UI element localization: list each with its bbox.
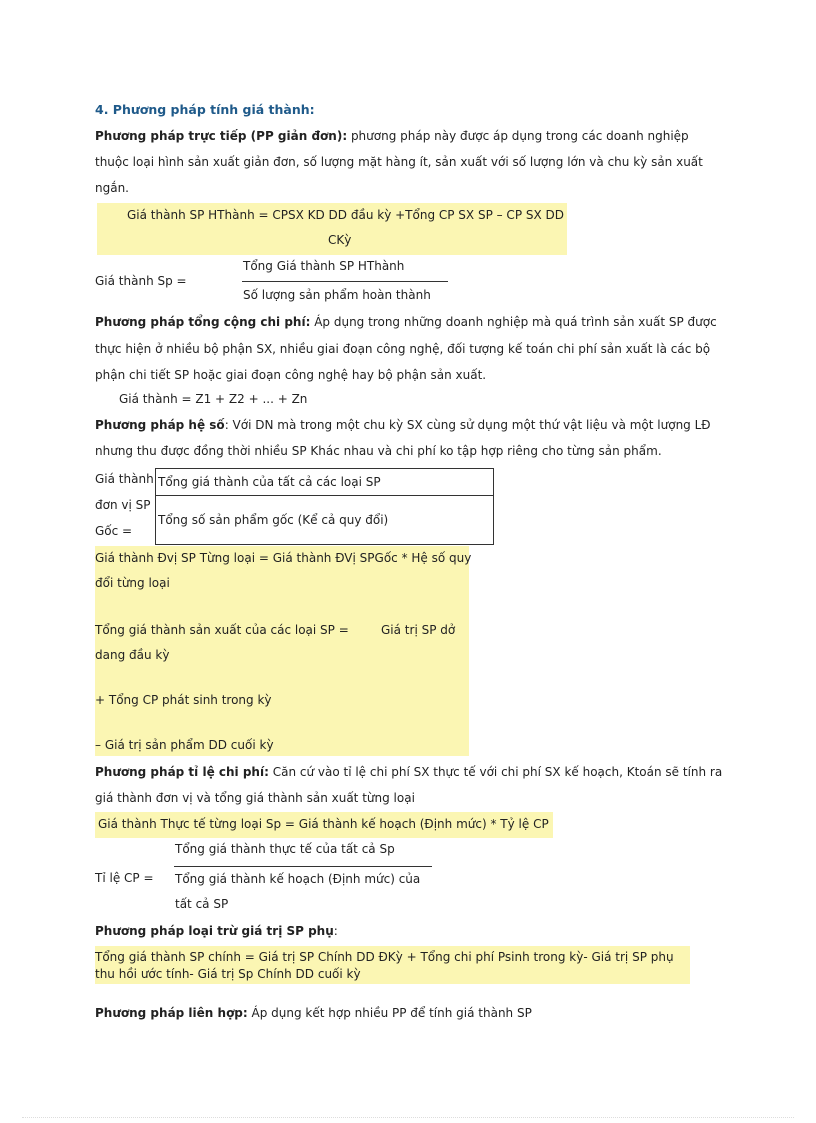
paragraph-direct-line2: thuộc loại hình sản xuất giản đơn, số lượng mặt hàng ít, sản xuất với số lượng lớn và chu kỳ sản xuất bbox=[95, 155, 703, 169]
paragraph-coef-line2: nhưng thu được đồng thời nhiều SP Khác nhau và chi phí ko tập hợp riêng cho từng sản phẩm. bbox=[95, 444, 662, 458]
coef-hl-line4: dang đầu kỳ bbox=[95, 648, 170, 662]
heading-direct: Phương pháp trực tiếp (PP giản đơn): bbox=[95, 129, 348, 143]
coef-label-2: đơn vị SP bbox=[95, 498, 151, 512]
coef-denominator: Tổng số sản phẩm gốc (Kể cả quy đổi) bbox=[156, 496, 494, 545]
coef-hl-line6: – Giá trị sản phẩm DD cuối kỳ bbox=[95, 738, 274, 752]
ratio-denominator-2: tất cả SP bbox=[175, 897, 229, 911]
coef-hl-line5: + Tổng CP phát sinh trong kỳ bbox=[95, 693, 272, 707]
unit-cost-denominator: Số lượng sản phẩm hoàn thành bbox=[243, 288, 431, 302]
coef-numerator: Tổng giá thành của tất cả các loại SP bbox=[156, 469, 494, 496]
paragraph-ratio-line2: giá thành đơn vị và tổng giá thành sản xuất từng loại bbox=[95, 791, 415, 805]
paragraph-direct-line3: ngắn. bbox=[95, 181, 129, 195]
coef-hl-line1: Giá thành Đvị SP Từng loại = Giá thành ĐVị SPGốc * Hệ số quy bbox=[95, 551, 472, 565]
paragraph-byproduct-heading bbox=[95, 922, 338, 940]
paragraph-direct-line1 bbox=[95, 127, 689, 145]
heading-sum: Phương pháp tổng cộng chi phí: bbox=[95, 315, 311, 329]
unit-cost-label: Giá thành Sp = bbox=[95, 274, 187, 288]
coef-fraction-table bbox=[155, 468, 494, 545]
heading-joint: Phương pháp liên hợp: bbox=[95, 1006, 248, 1020]
heading-byproduct: Phương pháp loại trừ giá trị SP phụ bbox=[95, 924, 334, 938]
direct-formula-line1: Giá thành SP HThành = CPSX KD DD đầu kỳ +Tổng CP SX SP – CP SX DD bbox=[127, 208, 564, 222]
coef-hl-line2: đổi từng loại bbox=[95, 576, 170, 590]
unit-cost-numerator: Tổng Giá thành SP HThành bbox=[243, 259, 405, 273]
sum-formula: Giá thành = Z1 + Z2 + ... + Zn bbox=[119, 392, 308, 406]
direct-formula-line2: CKỳ bbox=[328, 233, 352, 247]
text-sum-1: Áp dụng trong những doanh nghiệp mà quá trình sản xuất SP được bbox=[310, 315, 717, 329]
text-coef-1: : Với DN mà trong một chu kỳ SX cùng sử dụng một thứ vật liệu và một lượng LĐ bbox=[224, 418, 711, 432]
ratio-fraction-line bbox=[174, 866, 432, 867]
byproduct-colon: : bbox=[333, 924, 338, 938]
coef-label-3: Gốc = bbox=[95, 524, 133, 538]
paragraph-sum-line2: thực hiện ở nhiều bộ phận SX, nhiều giai đoạn công nghệ, đối tượng kế toán chi phí sản xuất là các bộ bbox=[95, 342, 711, 356]
paragraph-coef-line1 bbox=[95, 416, 711, 434]
byproduct-formula-1: Tổng giá thành SP chính = Giá trị SP Chính DD ĐKỳ + Tổng chi phí Psinh trong kỳ- Giá trị SP phụ bbox=[95, 950, 674, 964]
coef-hl-line3b: Giá trị SP dở bbox=[381, 623, 456, 637]
paragraph-joint bbox=[95, 1004, 532, 1022]
ratio-label: Tỉ lệ CP = bbox=[95, 871, 154, 885]
paragraph-ratio-line1 bbox=[95, 763, 722, 781]
fraction-line bbox=[242, 281, 448, 282]
ratio-formula: Giá thành Thực tế từng loại Sp = Giá thành kế hoạch (Định mức) * Tỷ lệ CP bbox=[98, 817, 549, 831]
ratio-denominator-1: Tổng giá thành kế hoạch (Định mức) của bbox=[175, 872, 421, 886]
heading-coef: Phương pháp hệ số bbox=[95, 418, 225, 432]
text-ratio-1: Căn cứ vào tỉ lệ chi phí SX thực tế với chi phí SX kế hoạch, Ktoán sẽ tính ra bbox=[268, 765, 723, 779]
byproduct-formula-2: thu hồi ước tính- Giá trị Sp Chính DD cuối kỳ bbox=[95, 967, 361, 981]
text-joint-1: Áp dụng kết hợp nhiều PP để tính giá thành SP bbox=[247, 1006, 532, 1020]
section-title: 4. Phương pháp tính giá thành: bbox=[95, 102, 315, 117]
paragraph-sum-line3: phận chi tiết SP hoặc giai đoạn công nghệ hay bộ phận sản xuất. bbox=[95, 368, 487, 382]
coef-label-1: Giá thành bbox=[95, 472, 154, 486]
heading-ratio: Phương pháp tỉ lệ chi phí: bbox=[95, 765, 269, 779]
page-bottom-divider bbox=[22, 1117, 794, 1118]
text-direct-1: phương pháp này được áp dụng trong các doanh nghiệp bbox=[347, 129, 689, 143]
paragraph-sum-line1 bbox=[95, 313, 717, 331]
ratio-numerator: Tổng giá thành thực tế của tất cả Sp bbox=[175, 842, 395, 856]
coef-hl-line3: Tổng giá thành sản xuất của các loại SP = bbox=[95, 623, 349, 637]
